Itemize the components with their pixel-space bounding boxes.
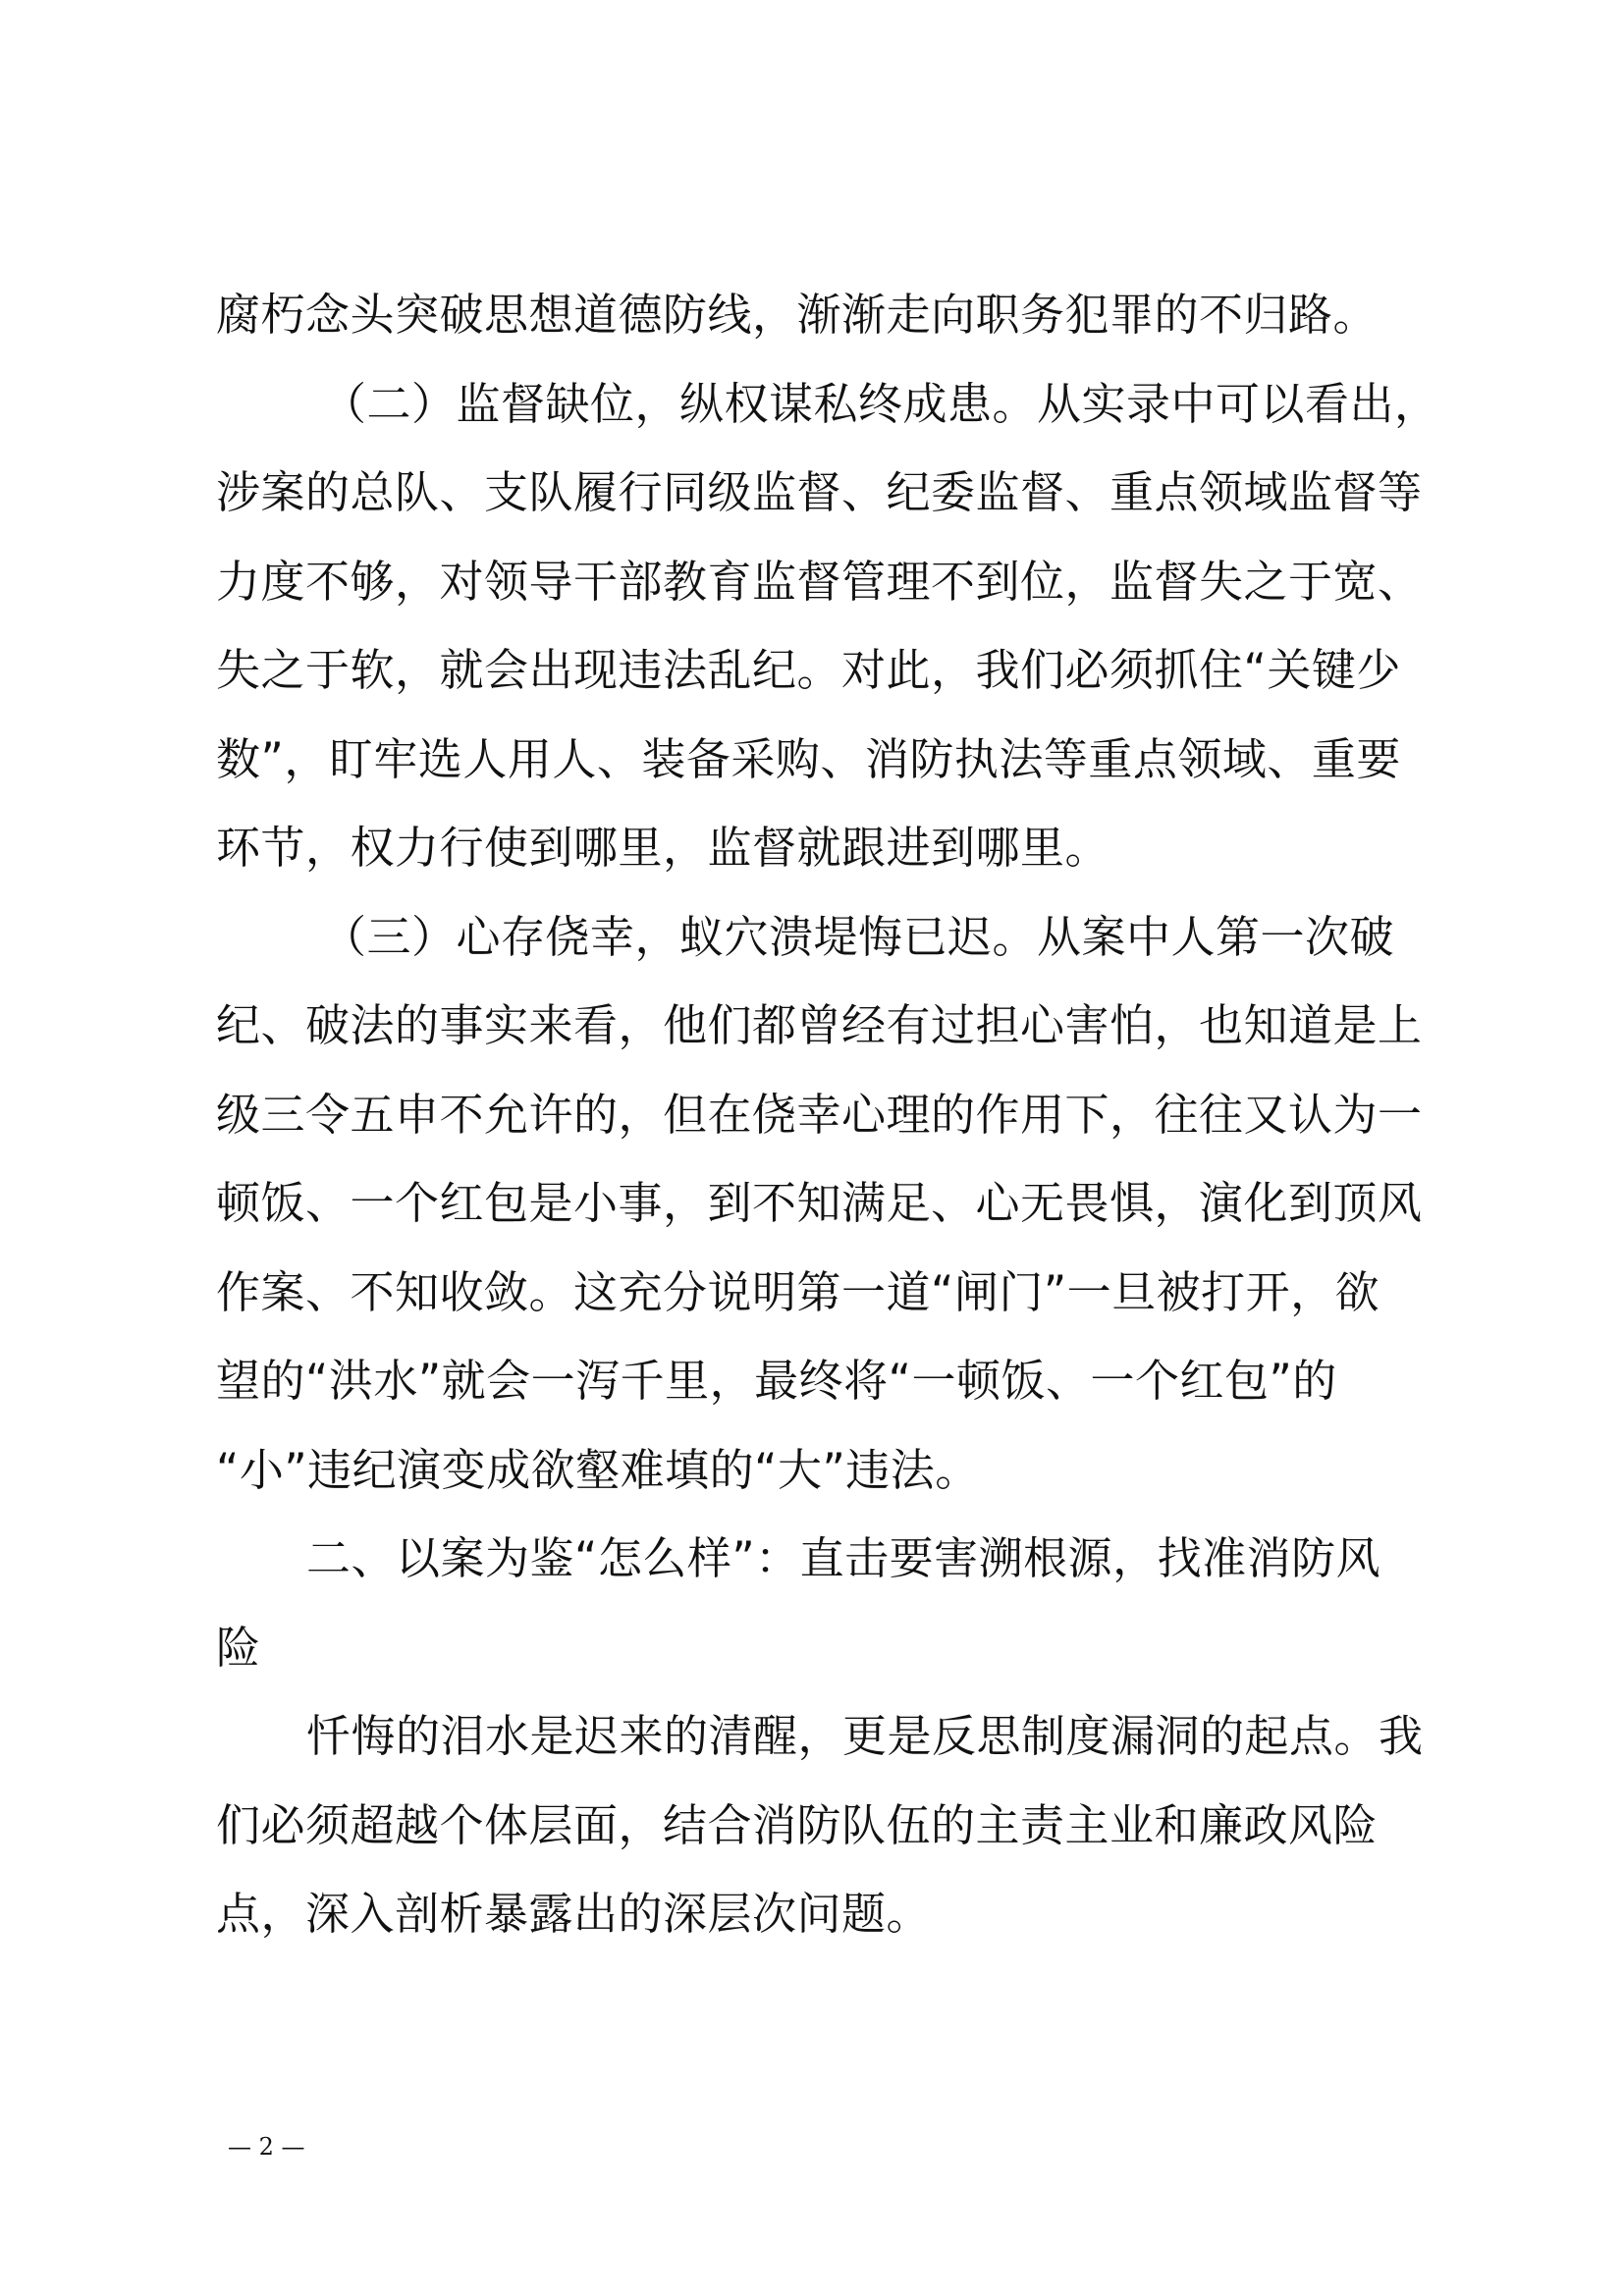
text-line: 们必须超越个体层面，结合消防队伍的主责主业和廉政风险 — [216, 1798, 1379, 1851]
text-line: 作案、不知收敛。这充分说明第一道“闸门”一旦被打开，欲 — [216, 1265, 1380, 1318]
text-line: 失之于软，就会出现违法乱纪。对此，我们必须抓住“关键少 — [216, 644, 1401, 696]
section-heading-line: （二）监督缺位，纵权谋私终成患。从实录中可以看出， — [322, 377, 1439, 430]
text-line: 力度不够，对领导干部教育监督管理不到位，监督失之于宽、 — [216, 555, 1423, 608]
page-number: — 2 — — [228, 2133, 305, 2161]
text-line: “小”违纪演变成欲壑难填的“大”违法。 — [216, 1443, 980, 1496]
text-line: 点，深入剖析暴露出的深层次问题。 — [216, 1888, 932, 1940]
text-line: 顿饭、一个红包是小事，到不知满足、心无畏惧，演化到顶风 — [216, 1177, 1423, 1229]
text-line: 级三令五申不允许的，但在侥幸心理的作用下，往往又认为一 — [216, 1088, 1423, 1141]
document-body — [216, 271, 1439, 1959]
text-line: 涉案的总队、支队履行同级监督、纪委监督、重点领域监督等 — [216, 466, 1423, 518]
text-line: 数”，盯牢选人用人、装备采购、消防执法等重点领域、重要 — [216, 732, 1401, 785]
section-heading-line: （三）心存侥幸，蚁穴溃堤悔已迟。从案中人第一次破 — [322, 910, 1395, 963]
chapter-heading-line: 二、以案为鉴“怎么样”：直击要害溯根源，找准消防风 — [306, 1532, 1381, 1584]
text-line: 环节，权力行使到哪里，监督就跟进到哪里。 — [216, 822, 1110, 874]
paragraph-start-line: 忏悔的泪水是迟来的清醒，更是反思制度漏洞的起点。我 — [306, 1710, 1424, 1762]
text-line: 望的“洪水”就会一泻千里，最终将“一顿饭、一个红包”的 — [216, 1355, 1337, 1407]
text-line: 险 — [216, 1621, 261, 1674]
text-line: 腐朽念头突破思想道德防线，渐渐走向职务犯罪的不归路。 — [216, 289, 1379, 341]
text-line: 纪、破法的事实来看，他们都曾经有过担心害怕，也知道是上 — [216, 999, 1423, 1051]
